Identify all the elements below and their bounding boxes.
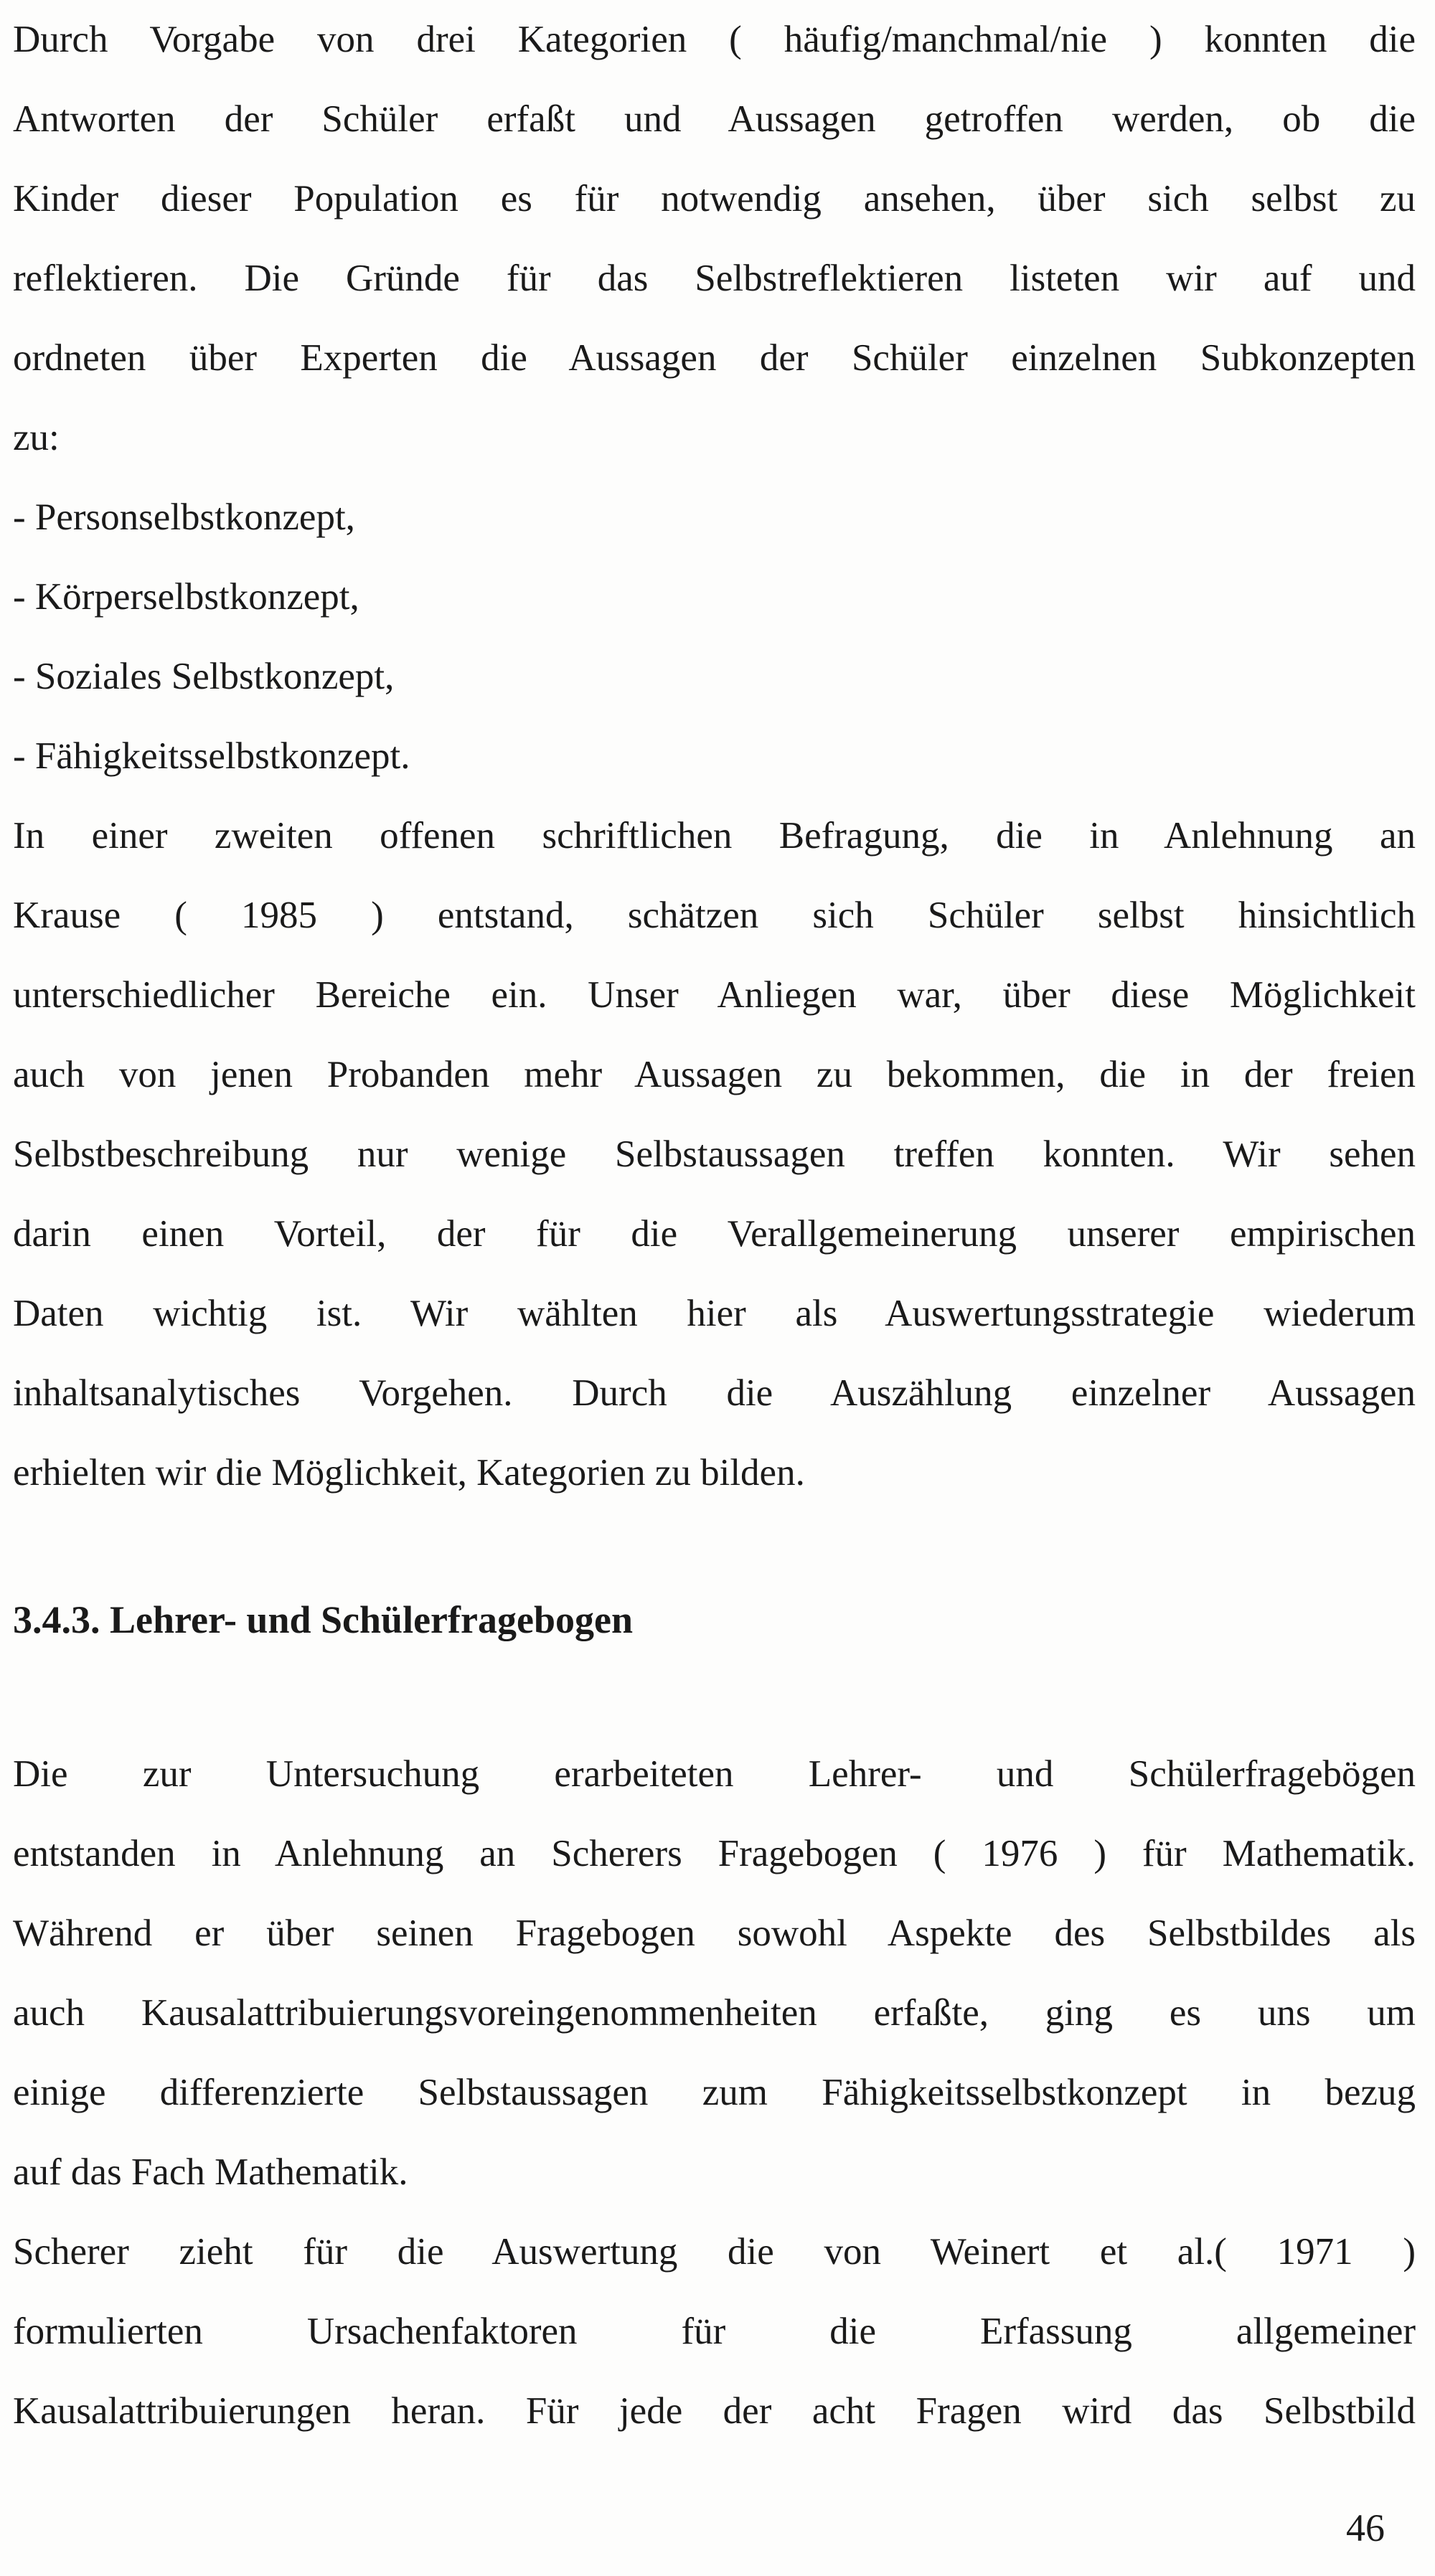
text-line: Daten wichtig ist. Wir wählten hier als Auswertungsstrategie wiederum [13, 1293, 1416, 1334]
list-item: - Fähigkeitsselbstkonzept. [13, 735, 410, 777]
text-line: unterschiedlicher Bereiche ein. Unser Anliegen war, über diese Möglichkeit [13, 974, 1416, 1016]
text-block-upper [13, 0, 1416, 1513]
text-line: auf das Fach Mathematik. [13, 2151, 408, 2193]
text-line: Kinder dieser Population es für notwendig ansehen, über sich selbst zu [13, 178, 1416, 220]
list-item: - Personselbstkonzept, [13, 496, 355, 538]
text-line: Antworten der Schüler erfaßt und Aussagen getroffen werden, ob die [13, 98, 1416, 140]
page-number: 46 [1346, 2506, 1385, 2549]
text-line: darin einen Vorteil, der für die Verallgemeinerung unserer empirischen [13, 1213, 1416, 1255]
text-line: zu: [13, 417, 60, 458]
text-line: einige differenzierte Selbstaussagen zum Fähigkeitsselbstkonzept in bezug [13, 2072, 1416, 2113]
text-line: auch von jenen Probanden mehr Aussagen zu bekommen, die in der freien [13, 1054, 1416, 1095]
text-line: Während er über seinen Fragebogen sowohl Aspekte des Selbstbildes als [13, 1912, 1416, 1954]
text-line: In einer zweiten offenen schriftlichen Befragung, die in Anlehnung an [13, 815, 1416, 857]
text-line: erhielten wir die Möglichkeit, Kategorien zu bilden. [13, 1452, 805, 1494]
text-line: formulierten Ursachenfaktoren für die Erfassung allgemeiner [13, 2311, 1416, 2352]
text-line: auch Kausalattribuierungsvoreingenommenheiten erfaßte, ging es uns um [13, 1992, 1416, 2034]
paragraph-questionnaires [13, 1735, 1416, 2212]
text-line: Kausalattribuierungen heran. Für jede der acht Fragen wird das Selbstbild [13, 2390, 1416, 2432]
text-line: entstanden in Anlehnung an Scherers Fragebogen ( 1976 ) für Mathematik. [13, 1833, 1416, 1874]
text-block-lower [13, 1735, 1416, 2451]
text-line: Die zur Untersuchung erarbeiteten Lehrer- und Schülerfragebögen [13, 1753, 1416, 1795]
paragraph-scherer [13, 2212, 1416, 2451]
subconcept-list [13, 478, 1416, 796]
list-item: - Körperselbstkonzept, [13, 576, 359, 618]
section-heading: 3.4.3. Lehrer- und Schülerfragebogen [13, 1598, 633, 1641]
text-line: Durch Vorgabe von drei Kategorien ( häufig/manchmal/nie ) konnten die [13, 19, 1416, 60]
paragraph-second-survey [13, 796, 1416, 1513]
text-line: inhaltsanalytisches Vorgehen. Durch die Auszählung einzelner Aussagen [13, 1372, 1416, 1414]
text-line: Scherer zieht für die Auswertung die von Weinert et al.( 1971 ) [13, 2231, 1416, 2273]
paragraph-categories [13, 0, 1416, 478]
text-line: Selbstbeschreibung nur wenige Selbstaussagen treffen konnten. Wir sehen [13, 1133, 1416, 1175]
text-line: ordneten über Experten die Aussagen der Schüler einzelnen Subkonzepten [13, 337, 1416, 379]
text-line: Krause ( 1985 ) entstand, schätzen sich Schüler selbst hinsichtlich [13, 895, 1416, 936]
list-item: - Soziales Selbstkonzept, [13, 656, 395, 697]
text-line: reflektieren. Die Gründe für das Selbstreflektieren listeten wir auf und [13, 258, 1416, 299]
